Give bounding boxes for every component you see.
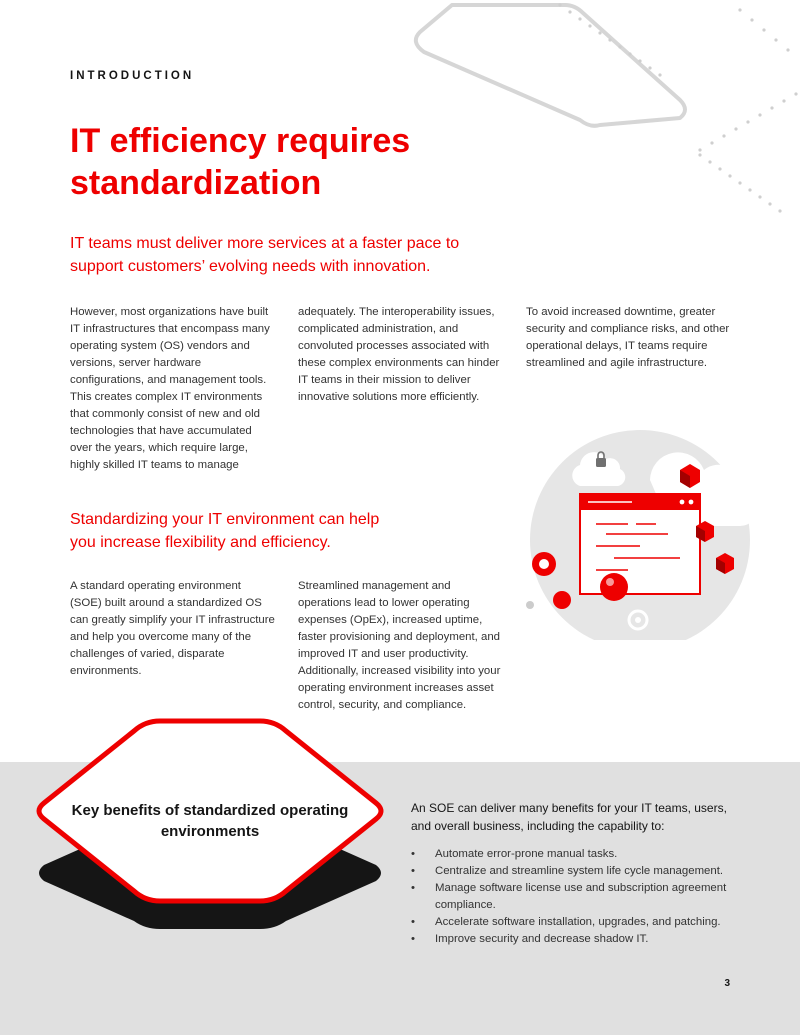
benefits-list xyxy=(411,846,741,948)
bullet-icon: • xyxy=(411,865,415,877)
subheading-services: IT teams must deliver more services at a faster pace to support customers’ evolving needs with innovation. xyxy=(70,235,460,275)
soe-column-1: A standard operating environment (SOE) built around a standardized OS can greatly simplify your IT infrastructure and help you overcome many of the challenges of varied, disparate environments. xyxy=(70,580,275,677)
page-title: IT efficiency requires standardization xyxy=(70,122,411,202)
subheading-standardizing: Standardizing your IT environment can help you increase flexibility and efficiency. xyxy=(70,511,380,551)
bullet-icon: • xyxy=(411,882,415,894)
list-item xyxy=(411,880,741,914)
list-item-text: Accelerate software installation, upgrades, and patching. xyxy=(435,916,721,928)
page-number: 3 xyxy=(724,978,730,989)
it-environment-illustration xyxy=(510,430,770,640)
bullet-icon: • xyxy=(411,916,415,928)
list-item xyxy=(411,914,741,931)
soe-column-2: Streamlined management and operations lead to lower operating expenses (OpEx), increased uptime, faster provisioning and deployment, and improved IT and user productivity. Additionally, increased visibility into your operating environment increases asset control, security, and compliance. xyxy=(298,580,501,711)
list-item-text: Improve security and decrease shadow IT. xyxy=(435,933,649,945)
list-item-text: Centralize and streamline system life cycle management. xyxy=(435,865,724,877)
list-item xyxy=(411,863,741,880)
section-label: INTRODUCTION xyxy=(70,70,195,82)
intro-column-2: adequately. The interoperability issues, complicated administration, and convoluted processes associated with these complex environments can hinder IT teams in their mission to deliver innovative solutions more efficiently. xyxy=(298,306,500,403)
list-item xyxy=(411,846,741,863)
intro-column-3: To avoid increased downtime, greater security and compliance risks, and other operational delays, IT teams require streamlined and agile infrastructure. xyxy=(526,306,730,369)
list-item xyxy=(411,931,741,948)
benefits-intro: An SOE can deliver many benefits for your IT teams, users, and overall business, including the capability to: xyxy=(411,801,727,833)
bullet-icon: • xyxy=(411,848,415,860)
intro-column-1: However, most organizations have built IT infrastructures that encompass many operating system (OS) vendors and versions, server hardware configurations, and management tools. This creates complex IT environments that commonly consist of new and old technologies that have accumulated over the years, which require large, highly skilled IT teams to manage xyxy=(70,306,270,471)
list-item-text: Manage software license use and subscription agreement compliance. xyxy=(435,882,727,911)
list-item-text: Automate error-prone manual tasks. xyxy=(435,848,618,860)
key-benefits-title: Key benefits of standardized operating environments xyxy=(71,802,349,840)
bullet-icon: • xyxy=(411,933,415,945)
browser-window-icon xyxy=(580,494,700,594)
